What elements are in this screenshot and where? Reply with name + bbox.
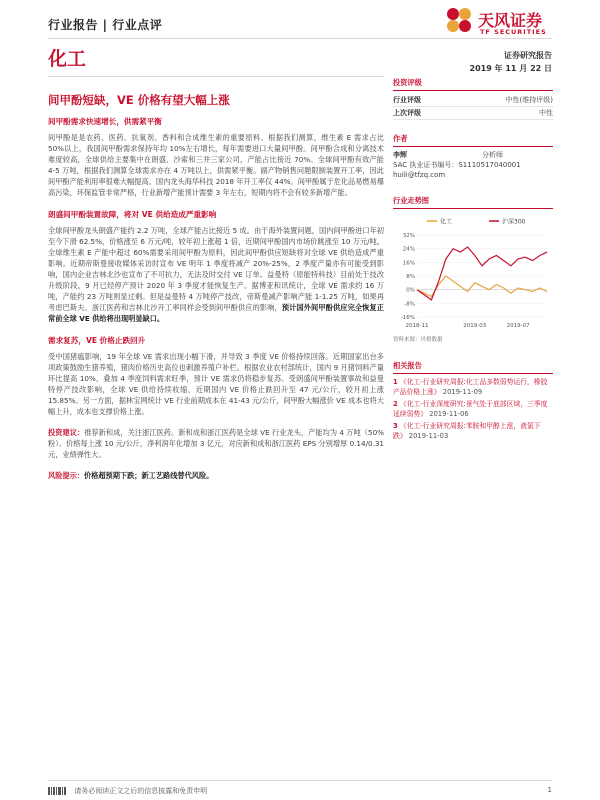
legend-label: 化工 xyxy=(440,218,453,226)
author-line xyxy=(393,150,553,160)
page-header xyxy=(48,12,558,40)
author-cert: SAC 执业证书编号：S1110517040001 xyxy=(393,161,521,169)
related-num: 3 xyxy=(393,422,398,430)
section-heading: 朗盛间甲酚装置故障，将对 VE 供给造成严重影响 xyxy=(48,210,217,219)
rating-value: 中性 xyxy=(539,109,553,117)
x-tick-label: 2019-07 xyxy=(506,323,530,329)
paragraph-emphasis: 预计国外间甲酚供应完全恢复正常前全球 VE 供给将出现明显缺口。 xyxy=(48,303,384,323)
rating-key: 上次评级 xyxy=(393,109,421,117)
related-date: 2019-11-09 xyxy=(442,388,483,396)
y-tick-label: 24% xyxy=(402,246,415,253)
section-heading: 间甲酚需求快速增长，供需紧平衡 xyxy=(48,117,162,126)
related-title: 《化工-行业深度研究:景气处于底部区域，三季度延续弱势》 xyxy=(393,400,548,418)
y-tick-label: 16% xyxy=(402,260,415,267)
footer-divider xyxy=(48,780,552,781)
logo-mark-icon xyxy=(444,5,474,35)
header-divider xyxy=(48,38,552,39)
rating-value: 中性(维持评级) xyxy=(505,96,553,104)
chart-heading: 行业走势图 xyxy=(393,196,553,209)
section-heading: 需求复苏，VE 价格止跌回升 xyxy=(48,336,146,345)
related-report[interactable] xyxy=(393,377,553,397)
trend-chart-svg xyxy=(393,213,553,333)
rating-row xyxy=(393,94,553,107)
y-tick-label: -16% xyxy=(400,315,415,321)
related-num: 2 xyxy=(393,400,398,408)
report-category: 行业报告 | 行业点评 xyxy=(48,18,163,32)
related-title: 《化工-行业研究周报:化工品多数弱势运行，橡胶产品价格上涨》 xyxy=(393,378,548,396)
x-tick-label: 2018-11 xyxy=(405,323,429,329)
title-divider xyxy=(48,76,384,77)
related-title: 《化工-行业研究周报:苯胺和甲醇上涨，液氯下跌》 xyxy=(393,422,541,440)
investment-advice xyxy=(48,427,384,460)
series-line-沪深300 xyxy=(417,247,547,300)
rating-heading: 投资评级 xyxy=(393,78,553,91)
related-list xyxy=(393,377,553,441)
related-report[interactable] xyxy=(393,399,553,419)
barcode-icon xyxy=(48,787,66,795)
main-content xyxy=(48,116,384,481)
industry-chart xyxy=(393,213,553,333)
related-date: 2019-11-06 xyxy=(429,410,469,418)
y-tick-label: 32% xyxy=(402,233,415,239)
risk-text: 价格超预期下跌；新工艺路线替代风险。 xyxy=(83,471,214,480)
rating-row xyxy=(393,107,553,120)
y-tick-label: -8% xyxy=(404,301,415,308)
author-block xyxy=(393,150,553,180)
section-paragraph: 间甲酚是是农药、医药、抗氧剂、香料和合成维生素的重要原料。根据我们测算，维生素 E 需求占比 50%以上，我国间甲酚需求保持年均 10%左右增长，每年需要进口大量间甲酚。间甲酚合成和分离技术难度较高，全球供给主要集中在朗盛、沙索和三井三家公司，产能占比接近 70%。全球间甲酚有效产能 4-5 万吨，根据我们测算全球需求亦在 4 万吨以上，供需紧平衡。副产物销售问题限制装置开工率，因此间甲酚产能利用率很难大幅提高。国内龙头海华科技 2018 年开工率仅 44%。间甲酚属于危化品易燃易爆高污染，环保监管非常严格，行业新增产能预计需要 3 年左右，短期内将不会有较多新增产能。 xyxy=(48,133,384,197)
risk-warning xyxy=(48,470,384,481)
advice-label: 投资建议： xyxy=(48,428,85,437)
chart-source: 资料来源：贝格数据 xyxy=(393,337,443,343)
author-email[interactable]: huili@tfzq.com xyxy=(393,171,446,179)
section-paragraph: 受中国猪瘟影响，19 年全球 VE 需求出现小幅下滑，并导致 3 季度 VE 价格持续回落。近期国家出台多项政策鼓励生猪养殖，猪肉价格历史高位也刺激养殖户补栏。根据农业农村部统计，国内 9 月猪饲料产量环比提高 10%，叠加 4 季度饲料需求旺季，预计 VE 需求仍将稳步复苏。受朗盛间甲酚装置事故和益曼特停产技改影响，全球 VE 供给持续收缩，近期国内 VE 价格止跌回升至 47 元/公斤，较月初上涨 15.85%。另一方面，据林宝网统计 VE 行业前期成本在 41-43 元/公斤，间甲酚大幅涨价 VE 成本也将大幅上升，成本也支撑价格上涨。 xyxy=(48,352,384,416)
sidebar xyxy=(393,78,553,443)
logo-name: 天风证券 xyxy=(478,11,543,30)
related-report[interactable] xyxy=(393,421,553,441)
author-name: 李辉 xyxy=(393,151,407,159)
report-title: 间甲酚短缺，VE 价格有望大幅上涨 xyxy=(48,93,230,107)
report-type: 证券研究报告 xyxy=(504,51,552,60)
page-footer xyxy=(48,786,552,796)
y-tick-label: 8% xyxy=(406,274,415,280)
advice-text: 推荐新和成，关注浙江医药。新和成和浙江医药是全球 VE 行业龙头，产能均为 4 万吨（50%粉）。价格每上涨 10 元/公斤，净利润年化增加 3 亿元，对应新和成和浙江医药 EPS 分别增厚 0.14/0.31 元，业绩弹性大。 xyxy=(48,428,384,459)
section-paragraph xyxy=(48,225,384,324)
report-date: 2019 年 11 月 22 日 xyxy=(469,64,552,73)
page-number: 1 xyxy=(547,786,552,794)
x-tick-label: 2019-03 xyxy=(463,323,487,329)
logo-sub: TF SECURITIES xyxy=(480,28,547,36)
related-heading: 相关报告 xyxy=(393,361,553,374)
related-num: 1 xyxy=(393,378,398,386)
industry-name: 化工 xyxy=(48,48,87,70)
legend-label: 沪深300 xyxy=(502,218,526,226)
paragraph-body: 全球间甲酚龙头朗盛产能约 2.2 万吨，全球产能占比接近 5 成。由于海外装置问题，国内间甲酚进口年初至今下滑 62.5%，价格涨至 6 万元/吨，较年初上涨超 1 倍，近期间甲酚国内市场价跳涨至 10 万元/吨。全球维生素 E 产能中超过 60%需要采用间甲酚为原料，因此间甲酚供应短缺将对全球 VE 供给造成严重影响。近期帝斯曼接收媒体采访时宣布 VE 明年 1 季度将减产 20%-25%，2 季度产量亦有可能受到影响，国内企业吉林北沙也宣布了不可抗力，无法及时交付 VE 订单。益曼特（原能特科技）目前处于技改升级阶段，9 月已经停产预计 2020 年 3 季度才能恢复生产。据博亚和讯统计，全球 VE 需求约 16 万吨，产能约 23 万吨则显过剩。但是益曼特 4 万吨停产技改，帝斯曼减产影响产能 1-1.25 万吨，如果再考虑巴斯夫、浙江医药和吉林北沙开工率同样会受到间甲酚供应的影响， xyxy=(48,226,384,312)
risk-label: 风险提示： xyxy=(48,471,84,480)
author-role: 分析师 xyxy=(482,151,503,159)
rating-key: 行业评级 xyxy=(393,96,421,104)
footer-disclaimer: 请务必阅读正文之后的信息披露和免责申明 xyxy=(74,787,208,795)
related-date: 2019-11-03 xyxy=(408,432,449,440)
author-heading: 作者 xyxy=(393,134,553,147)
y-tick-label: 0% xyxy=(406,287,415,294)
